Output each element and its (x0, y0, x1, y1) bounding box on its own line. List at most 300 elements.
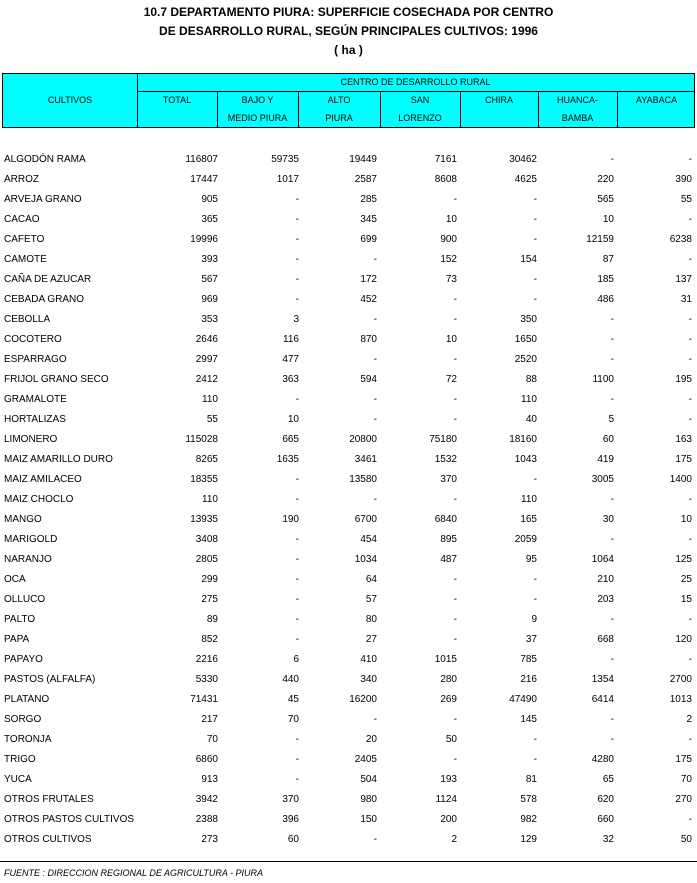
table-row (0, 530, 697, 550)
cell-value: 10 (445, 334, 457, 345)
cell-value: 594 (360, 374, 377, 385)
header-cultivos: CULTIVOS (47, 95, 93, 105)
crop-name: MAIZ CHOCLO (4, 494, 74, 505)
cell-value: - (533, 474, 537, 485)
cell-value: - (610, 314, 614, 325)
table-row (0, 190, 697, 210)
cell-value: 273 (201, 834, 218, 845)
cell-value: - (610, 714, 614, 725)
cell-value: 895 (440, 534, 457, 545)
cell-value: 40 (525, 414, 537, 425)
cell-value: 370 (282, 794, 299, 805)
cell-value: - (295, 554, 299, 565)
table-row (0, 710, 697, 730)
cell-value: 210 (597, 574, 614, 585)
cell-value: - (688, 614, 692, 625)
cell-value: 660 (597, 814, 614, 825)
cell-value: - (295, 634, 299, 645)
cell-value: - (295, 534, 299, 545)
cell-value: 20 (365, 734, 377, 745)
cell-value: - (295, 474, 299, 485)
table-row (0, 790, 697, 810)
crop-name: TORONJA (4, 734, 52, 745)
cell-value: 1354 (591, 674, 614, 685)
cell-value: 32 (602, 834, 614, 845)
cell-value: - (688, 414, 692, 425)
cell-value: 185 (597, 274, 614, 285)
cell-value: 1124 (435, 794, 457, 805)
cell-value: 193 (440, 774, 457, 785)
cell-value: 4625 (514, 174, 537, 185)
crop-name: PASTOS (ALFALFA) (4, 674, 96, 685)
cell-value: - (610, 334, 614, 345)
table-row (0, 150, 697, 170)
cell-value: - (295, 234, 299, 245)
cell-value: 2059 (514, 534, 537, 545)
cell-value: 393 (201, 254, 218, 265)
cell-value: 1064 (591, 554, 614, 565)
table-row (0, 450, 697, 470)
cell-value: 13580 (349, 474, 377, 485)
cell-value: 81 (525, 774, 537, 785)
cell-value: 200 (440, 814, 457, 825)
cell-value: 59735 (271, 154, 299, 165)
cell-value: 55 (680, 194, 692, 205)
cell-value: - (453, 594, 457, 605)
cell-value: - (373, 254, 377, 265)
cell-value: 486 (597, 294, 614, 305)
cell-value: 47490 (509, 694, 537, 705)
cell-value: 88 (525, 374, 537, 385)
table-title-line2: DE DESARROLLO RURAL, SEGÚN PRINCIPALES CULTIVOS: 1996 (159, 24, 538, 38)
table-row (0, 590, 697, 610)
cell-value: 137 (675, 274, 692, 285)
crop-name: CAFETO (4, 234, 45, 245)
cell-value: 154 (520, 254, 537, 265)
cell-value: 172 (360, 274, 377, 285)
table-row (0, 170, 697, 190)
table-row (0, 550, 697, 570)
cell-value: 37 (525, 634, 537, 645)
cell-value: 70 (287, 714, 299, 725)
table-row (0, 510, 697, 530)
crop-name: SORGO (4, 714, 42, 725)
table-row (0, 730, 697, 750)
cell-value: 578 (520, 794, 537, 805)
cell-value: - (533, 294, 537, 305)
cell-value: - (688, 354, 692, 365)
cell-value: - (533, 734, 537, 745)
cell-value: 6 (293, 654, 299, 665)
cell-value: - (373, 714, 377, 725)
cell-value: 6414 (591, 694, 614, 705)
crop-name: MAIZ AMILACEO (4, 474, 82, 485)
table-row (0, 350, 697, 370)
cell-value: 487 (440, 554, 457, 565)
column-header: AYABACA (635, 95, 678, 105)
cell-value: - (295, 754, 299, 765)
cell-value: 1532 (434, 454, 457, 465)
crop-name: GRAMALOTE (4, 394, 67, 405)
cell-value: 2805 (195, 554, 218, 565)
cell-value: 870 (360, 334, 377, 345)
cell-value: 27 (365, 634, 377, 645)
cell-value: 15 (680, 594, 692, 605)
cell-value: - (295, 614, 299, 625)
cell-value: - (533, 214, 537, 225)
cell-value: 64 (365, 574, 377, 585)
cell-value: - (295, 494, 299, 505)
crop-name: PAPAYO (4, 654, 43, 665)
cell-value: 87 (602, 254, 614, 265)
cell-value: 13935 (190, 514, 218, 525)
cell-value: 20800 (349, 434, 377, 445)
cell-value: - (610, 354, 614, 365)
column-header: HUANCA- (556, 95, 598, 105)
cell-value: - (688, 334, 692, 345)
cell-value: 2412 (195, 374, 218, 385)
cell-value: 190 (282, 514, 299, 525)
crop-name: PLATANO (4, 694, 50, 705)
cell-value: 8265 (195, 454, 218, 465)
crop-name: CEBOLLA (4, 314, 51, 325)
cell-value: - (688, 534, 692, 545)
column-header-line2: MEDIO PIURA (227, 113, 288, 123)
cell-value: 350 (520, 314, 537, 325)
cell-value: 2405 (354, 754, 377, 765)
cell-value: 19449 (349, 154, 377, 165)
cell-value: 504 (360, 774, 377, 785)
cell-value: 299 (201, 574, 218, 585)
cell-value: 60 (287, 834, 299, 845)
cell-value: 110 (521, 394, 537, 405)
table-row (0, 210, 697, 230)
cell-value: 70 (680, 774, 692, 785)
cell-value: - (610, 654, 614, 665)
crop-name: MANGO (4, 514, 42, 525)
cell-value: 8608 (434, 174, 457, 185)
cell-value: - (533, 194, 537, 205)
crop-name: CAÑA DE AZUCAR (4, 274, 92, 285)
cell-value: 195 (675, 374, 692, 385)
cell-value: - (688, 734, 692, 745)
cell-value: - (295, 774, 299, 785)
cell-value: 280 (440, 674, 457, 685)
cell-value: - (453, 294, 457, 305)
crop-name: ARVEJA GRANO (4, 194, 82, 205)
source-note: FUENTE : DIRECCION REGIONAL DE AGRICULTURA - PIURA (4, 868, 264, 878)
cell-value: 71431 (190, 694, 218, 705)
cell-value: 165 (520, 514, 537, 525)
cell-value: - (533, 754, 537, 765)
cell-value: - (373, 354, 377, 365)
cell-value: - (610, 394, 614, 405)
table-row (0, 430, 697, 450)
cell-value: 1635 (276, 454, 299, 465)
cell-value: 363 (282, 374, 299, 385)
cell-value: 65 (602, 774, 614, 785)
cell-value: 220 (597, 174, 614, 185)
cell-value: 12159 (586, 234, 614, 245)
cell-value: 620 (597, 794, 614, 805)
cell-value: 852 (201, 634, 218, 645)
cell-value: 2216 (195, 654, 218, 665)
cell-value: 419 (597, 454, 614, 465)
cell-value: - (295, 194, 299, 205)
cell-value: 10 (445, 214, 457, 225)
table-row (0, 830, 697, 850)
crop-name: ARROZ (4, 174, 39, 185)
cell-value: 55 (206, 414, 218, 425)
cell-value: - (453, 394, 457, 405)
cell-value: 340 (360, 674, 377, 685)
cell-value: 2 (686, 714, 692, 725)
cell-value: 1013 (669, 694, 692, 705)
cell-value: 3 (293, 314, 299, 325)
crop-name: FRIJOL GRANO SECO (4, 374, 109, 385)
cell-value: - (295, 274, 299, 285)
cell-value: 7161 (434, 154, 457, 165)
table-row (0, 810, 697, 830)
cell-value: - (453, 614, 457, 625)
table-row (0, 630, 697, 650)
cell-value: 163 (675, 434, 692, 445)
crop-name: ESPARRAGO (4, 354, 67, 365)
cell-value: 60 (602, 434, 614, 445)
cell-value: 120 (675, 634, 692, 645)
column-header: BAJO Y (241, 95, 274, 105)
table-units: ( ha ) (334, 43, 363, 57)
cell-value: 150 (360, 814, 377, 825)
cell-value: 969 (201, 294, 218, 305)
cell-value: 668 (597, 634, 614, 645)
crop-name: ALGODÓN RAMA (4, 154, 86, 165)
crop-name: OLLUCO (4, 594, 46, 605)
cell-value: 175 (675, 454, 692, 465)
cell-value: - (610, 614, 614, 625)
crop-name: CAMOTE (4, 254, 47, 265)
crop-name: COCOTERO (4, 334, 62, 345)
crop-name: HORTALIZAS (4, 414, 66, 425)
cell-value: 980 (360, 794, 377, 805)
cell-value: 565 (597, 194, 614, 205)
table-row (0, 470, 697, 490)
cell-value: - (688, 494, 692, 505)
table-row (0, 390, 697, 410)
cell-value: - (610, 734, 614, 745)
cell-value: 353 (201, 314, 218, 325)
cell-value: - (688, 654, 692, 665)
cell-value: 10 (287, 414, 299, 425)
cell-value: 1650 (514, 334, 537, 345)
cell-value: - (295, 594, 299, 605)
cell-value: - (453, 314, 457, 325)
crop-name: CACAO (4, 214, 40, 225)
cell-value: 6860 (195, 754, 218, 765)
cell-value: - (533, 574, 537, 585)
cell-value: 152 (440, 254, 457, 265)
cell-value: - (688, 214, 692, 225)
table-row (0, 690, 697, 710)
cell-value: - (453, 574, 457, 585)
cell-value: 1017 (276, 174, 299, 185)
table-row (0, 310, 697, 330)
cell-value: 25 (680, 574, 692, 585)
cell-value: 116807 (185, 154, 218, 165)
cell-value: 50 (680, 834, 692, 845)
table-row (0, 770, 697, 790)
cell-value: 699 (360, 234, 377, 245)
table-row (0, 250, 697, 270)
cell-value: 5330 (195, 674, 218, 685)
table-row (0, 610, 697, 630)
cell-value: 2520 (514, 354, 537, 365)
cell-value: 2997 (195, 354, 218, 365)
header-group: CENTRO DE DESARROLLO RURAL (340, 77, 491, 87)
cell-value: 900 (440, 234, 457, 245)
cell-value: - (688, 394, 692, 405)
cell-value: 129 (520, 834, 537, 845)
cell-value: 275 (201, 594, 218, 605)
footer-rule (0, 861, 697, 862)
cell-value: 50 (445, 734, 457, 745)
cell-value: - (610, 154, 614, 165)
cell-value: - (373, 314, 377, 325)
cell-value: 16200 (349, 694, 377, 705)
cell-value: 17447 (190, 174, 218, 185)
column-header: TOTAL (162, 95, 192, 105)
cell-value: - (688, 254, 692, 265)
cell-value: 3408 (195, 534, 218, 545)
cell-value: - (295, 394, 299, 405)
table-row (0, 330, 697, 350)
column-header: ALTO (327, 95, 351, 105)
cell-value: - (533, 274, 537, 285)
cell-value: 390 (675, 174, 692, 185)
cell-value: - (295, 574, 299, 585)
cell-value: 2646 (195, 334, 218, 345)
crop-name: CEBADA GRANO (4, 294, 85, 305)
cell-value: 3942 (195, 794, 218, 805)
column-header-line2: PIURA (325, 113, 353, 123)
crop-name: TRIGO (4, 754, 36, 765)
cell-value: 115028 (185, 434, 218, 445)
cell-value: 10 (602, 214, 614, 225)
cell-value: 125 (675, 554, 692, 565)
cell-value: - (295, 214, 299, 225)
column-header: CHIRA (484, 95, 513, 105)
cell-value: - (610, 494, 614, 505)
cell-value: 18160 (509, 434, 537, 445)
cell-value: 1043 (514, 454, 537, 465)
cell-value: 18355 (190, 474, 218, 485)
cell-value: 3005 (591, 474, 614, 485)
table-row (0, 270, 697, 290)
cell-value: 785 (520, 654, 537, 665)
table-row (0, 650, 697, 670)
cell-value: 410 (360, 654, 377, 665)
crop-name: MARIGOLD (4, 534, 58, 545)
cell-value: 217 (201, 714, 218, 725)
table-row (0, 370, 697, 390)
cell-value: 270 (675, 794, 692, 805)
cell-value: 452 (360, 294, 377, 305)
cell-value: 9 (531, 614, 537, 625)
cell-value: 116 (283, 334, 299, 345)
crop-name: OTROS CULTIVOS (4, 834, 92, 845)
cell-value: - (295, 734, 299, 745)
cell-value: 216 (520, 674, 537, 685)
cell-value: - (453, 714, 457, 725)
crop-name: OTROS PASTOS CULTIVOS (4, 814, 135, 825)
crop-name: LIMONERO (4, 434, 58, 445)
cell-value: 3461 (354, 454, 377, 465)
cell-value: 30462 (509, 154, 537, 165)
cell-value: - (688, 814, 692, 825)
crop-name: OCA (4, 574, 26, 585)
cell-value: 5 (608, 414, 614, 425)
cell-value: 110 (202, 494, 218, 505)
cell-value: 2 (451, 834, 457, 845)
cell-value: 665 (282, 434, 299, 445)
cell-value: 2700 (669, 674, 692, 685)
cell-value: - (295, 254, 299, 265)
cell-value: 80 (365, 614, 377, 625)
cell-value: 2388 (195, 814, 218, 825)
cell-value: 19996 (190, 234, 218, 245)
cell-value: - (453, 414, 457, 425)
cell-value: 477 (282, 354, 299, 365)
cell-value: 396 (282, 814, 299, 825)
cell-value: 1034 (354, 554, 377, 565)
cell-value: 89 (206, 614, 218, 625)
cell-value: 73 (445, 274, 457, 285)
cell-value: 10 (680, 514, 692, 525)
table-row (0, 410, 697, 430)
cell-value: - (453, 634, 457, 645)
cell-value: 70 (206, 734, 218, 745)
cell-value: - (533, 234, 537, 245)
table-row (0, 290, 697, 310)
cell-value: 6238 (669, 234, 692, 245)
cell-value: 31 (680, 294, 692, 305)
cell-value: 110 (521, 494, 537, 505)
column-header: SAN (410, 95, 430, 105)
crop-name: OTROS FRUTALES (4, 794, 94, 805)
table-header (2, 73, 695, 128)
cell-value: 45 (287, 694, 299, 705)
cell-value: - (373, 494, 377, 505)
cell-value: 567 (201, 274, 218, 285)
column-header-line2: BAMBA (561, 113, 594, 123)
cell-value: - (688, 314, 692, 325)
cell-value: - (295, 294, 299, 305)
cell-value: 370 (440, 474, 457, 485)
table-row (0, 750, 697, 770)
cell-value: - (453, 754, 457, 765)
cell-value: - (373, 394, 377, 405)
cell-value: 6840 (434, 514, 457, 525)
cell-value: 4280 (591, 754, 614, 765)
crop-name: PAPA (4, 634, 30, 645)
table-row (0, 230, 697, 250)
cell-value: 905 (201, 194, 218, 205)
cell-value: 1100 (592, 374, 614, 385)
cell-value: - (688, 154, 692, 165)
cell-value: 454 (360, 534, 377, 545)
cell-value: 6700 (354, 514, 377, 525)
cell-value: 440 (282, 674, 299, 685)
